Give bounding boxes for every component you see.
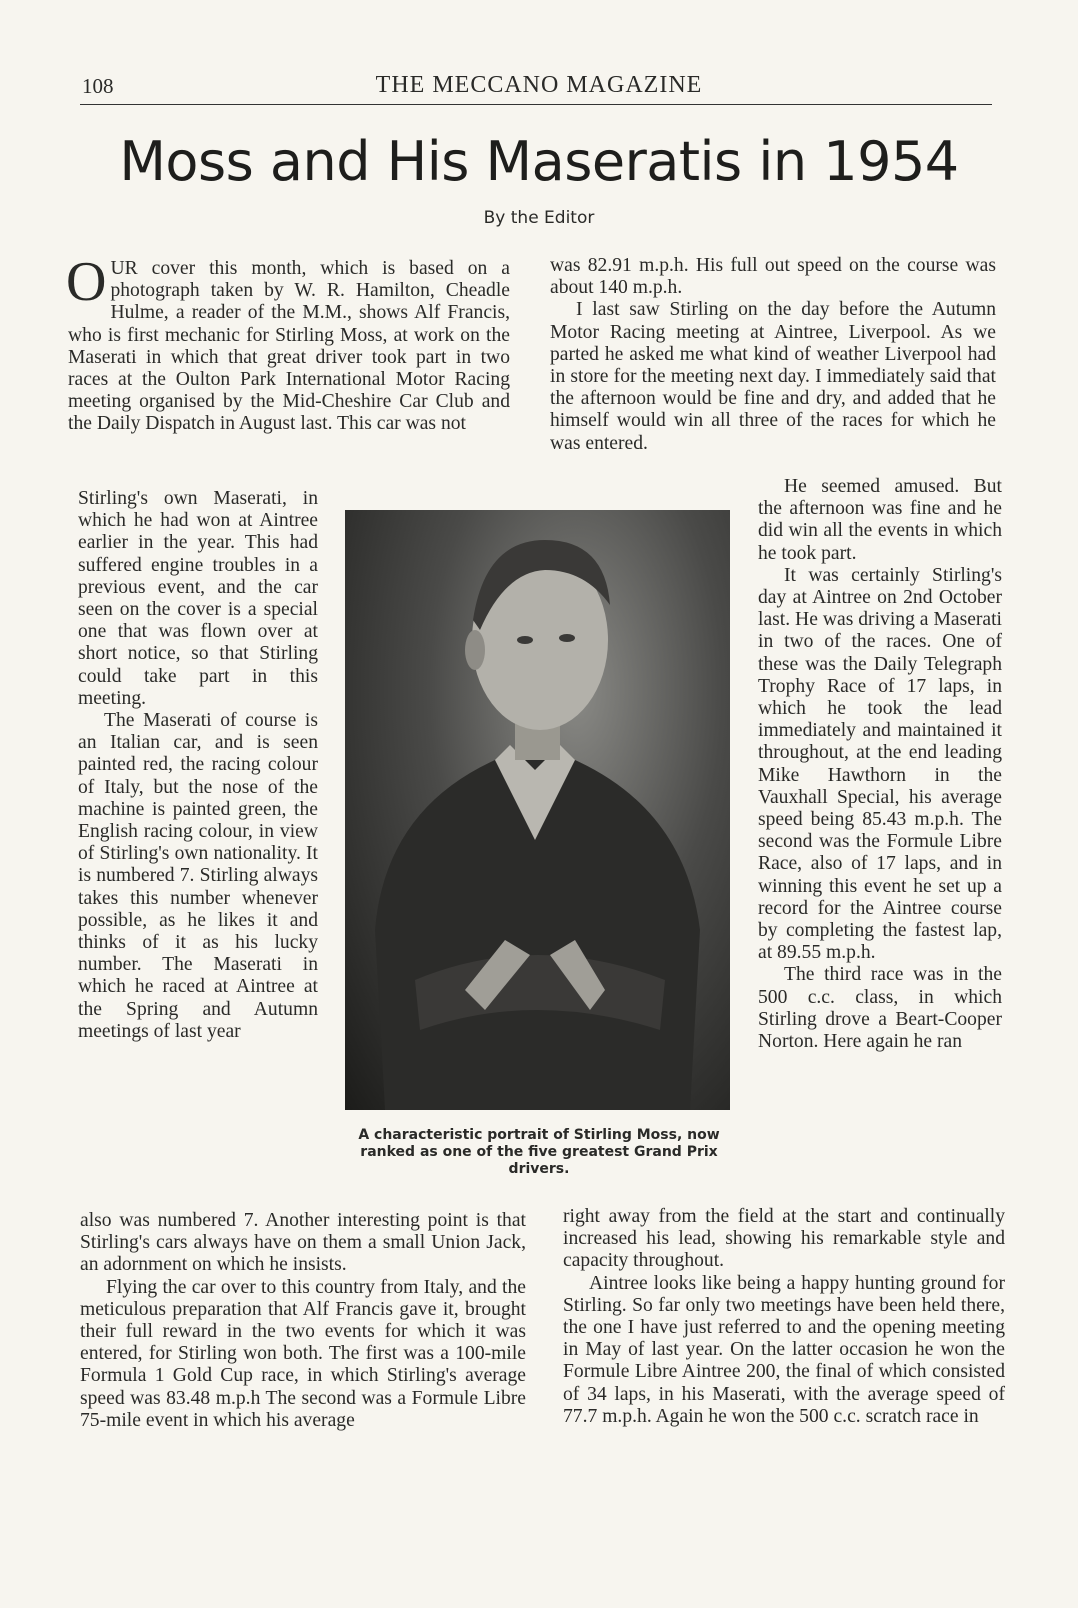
photo-caption: A characteristic portrait of Stirling Moss, now ranked as one of the five greatest Grand Prix drivers. (358, 1127, 720, 1177)
article-column-left-bottom (80, 1210, 526, 1432)
paragraph: also was numbered 7. Another interesting point is that Stirling's cars always have on them a small Union Jack, an adornment on which he insists. (80, 1210, 526, 1276)
magazine-title: THE MECCANO MAGAZINE (375, 72, 703, 98)
paragraph: was 82.91 m.p.h. His full out speed on the course was about 140 m.p.h. (550, 255, 996, 299)
article-column-right-bottom (563, 1206, 1005, 1428)
portrait-illustration (345, 510, 730, 1110)
portrait-photo (345, 510, 730, 1110)
article-title: Moss and His Maseratis in 1954 (119, 130, 959, 193)
paragraph: The third race was in the 500 c.c. class, in which Stirling drove a Beart-Cooper Norton. Here again he ran (758, 964, 1002, 1053)
article-column-right-top (550, 255, 996, 455)
paragraph: It was certainly Stirling's day at Aintree on 2nd October last. He was driving a Maserati in two of the races. One of these was the Daily Telegraph Trophy Race of 17 laps, in which he took the lead immediately and maintained it throughout, at the end leading Mike Hawthorn in the Vauxhall Special, his average speed being 85.43 m.p.h. The second was the Formule Libre Race, also of 17 laps, and in winning this event he set up a record for the Aintree course by completing the fastest lap, at 89.55 m.p.h. (758, 564, 1002, 964)
paragraph: right away from the field at the start and continually increased his lead, showing his remarkable style and capacity throughout. (563, 1206, 1005, 1272)
paragraph: Flying the car over to this country from Italy, and the meticulous preparation that Alf Francis gave it, brought their full reward in the two events for which it was entered, for Stirling won both. The first was a 100-mile Formula 1 Gold Cup race, in which Stirling's average speed was 83.48 m.p.h The second was a Formule Libre 75-mile event in which his average (80, 1276, 526, 1431)
drop-cap: O (66, 251, 107, 313)
paragraph: The Maserati of course is an Italian car, and is seen painted red, the racing colour of Italy, but the nose of the machine is painted green, the English racing colour, in view of Stirling's own nationality. It is numbered 7. Stirling always takes this number whenever possible, as he likes it and thinks of it as his lucky number. The Maserati in which he raced at Aintree at the Spring and Autumn meetings of last year (78, 710, 318, 1042)
header-rule (80, 104, 992, 105)
article-column-left-mid (78, 488, 318, 1043)
paragraph: Aintree looks like being a happy hunting ground for Stirling. So far only two meetings have been held there, the one I have just referred to and the opening meeting in May of last year. On the latter occasion he won the Formule Libre Aintree 200, the final of which consisted of 34 laps, in his Maserati, with the average speed of 77.7 m.p.h. Again he won the 500 c.c. scratch race in (563, 1272, 1005, 1427)
paragraph: I last saw Stirling on the day before the Autumn Motor Racing meeting at Aintree, Liverpool. As we parted he asked me what kind of weather Liverpool had in store for the meeting next day. I immediately said that the afternoon would be fine and dry, and added that he himself would win all three of the races for which he was entered. (550, 299, 996, 454)
byline: By the Editor (483, 208, 595, 228)
paragraph: Stirling's own Maserati, in which he had won at Aintree earlier in the year. This had suffered engine troubles in a previous event, and the car seen on the cover is a special one that was flown over at short notice, so that Stirling could take part in this meeting. (78, 488, 318, 709)
page-number: 108 (82, 74, 114, 98)
article-column-right-mid (758, 476, 1002, 1053)
article-column-left-top (66, 251, 510, 436)
paragraph: He seemed amused. But the afternoon was fine and he did win all the events in which he took part. (758, 476, 1002, 564)
paragraph-intro: UR cover this month, which is based on a photograph taken by W. R. Hamilton, Cheadle Hulme, a reader of the M.M., shows Alf Francis, who is first mechanic for Stirling Moss, at work on the Maserati in which that great driver took part in two races at the Oulton Park International Motor Racing meeting organised by the Mid-Cheshire Car Club and the Daily Dispatch in August last. This car was not (68, 258, 510, 435)
